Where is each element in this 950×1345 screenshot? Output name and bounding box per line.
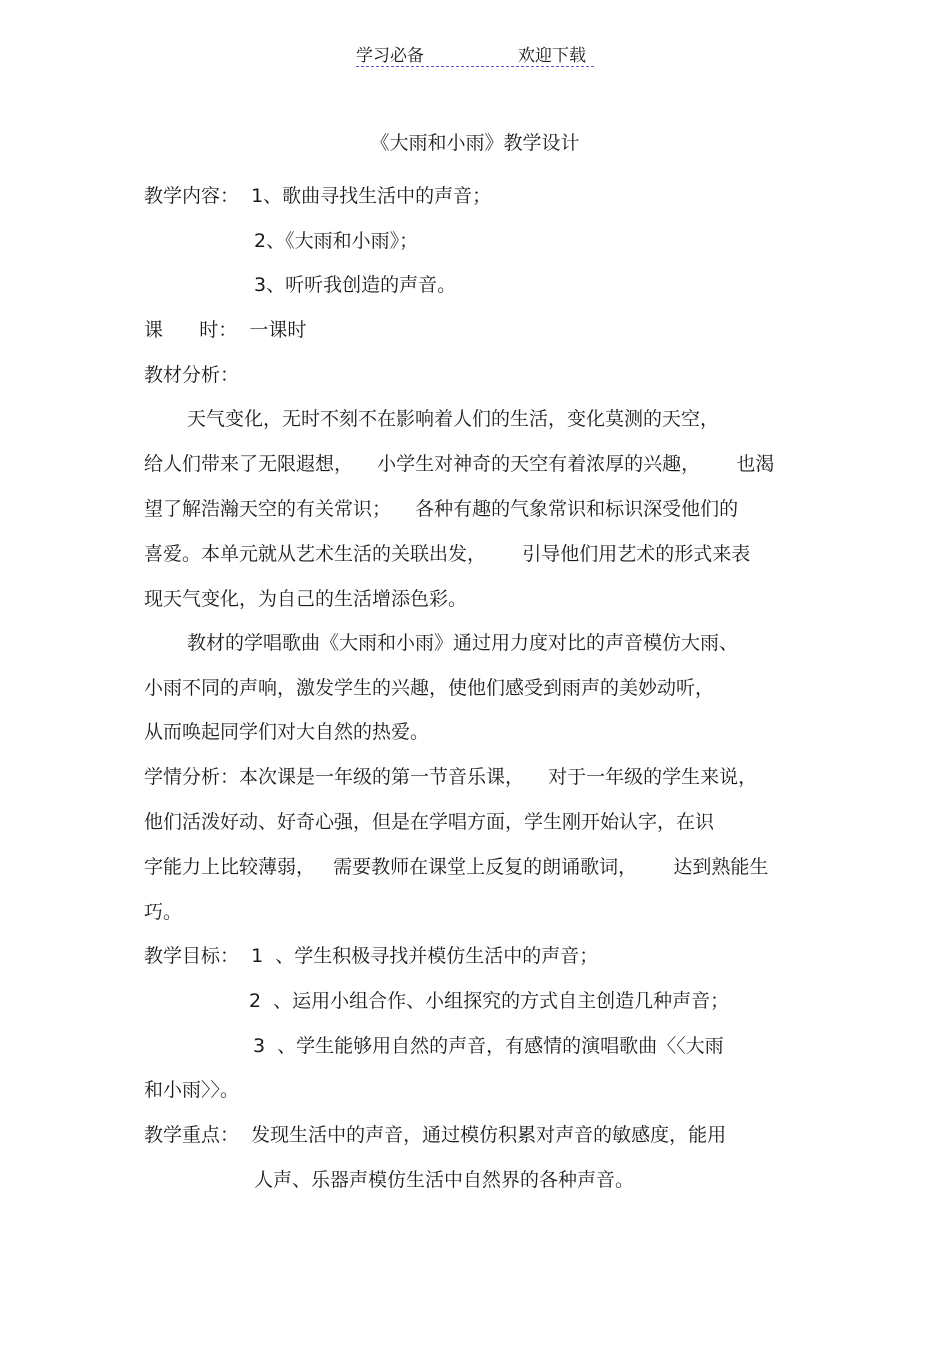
paragraph-line: 喜爱。本单元就从艺术生活的关联出发， 引导他们用艺术的形式来表 xyxy=(144,543,751,565)
paragraph-line: 巧。 xyxy=(144,901,183,923)
paragraph-line: 人声、乐器声模仿生活中自然界的各种声音。 xyxy=(254,1169,635,1191)
paragraph-line: 天气变化，无时不刻不在影响着人们的生活，变化莫测的天空， xyxy=(187,408,720,430)
material-analysis-heading: 教材分析： xyxy=(144,364,240,386)
page-header xyxy=(356,40,594,67)
paragraph-line: 小雨不同的声响，激发学生的兴趣，使他们感受到雨声的美妙动听， xyxy=(144,677,715,699)
paragraph-line: 给人们带来了无限遐想， 小学生对神奇的天空有着浓厚的兴趣， 也渴 xyxy=(144,453,775,475)
paragraph-line: 从而唤起同学们对大自然的热爱。 xyxy=(144,721,430,743)
paragraph-line: 现天气变化，为自己的生活增添色彩。 xyxy=(144,588,468,610)
paragraph-line: 字能力上比较薄弱， 需要教师在课堂上反复的朗诵歌词， 达到熟能生 xyxy=(144,856,769,878)
teaching-goal-line-3: 3 、学生能够用自然的声音，有感情的演唱歌曲〈〈大雨 xyxy=(253,1035,724,1057)
paragraph-line: 他们活泼好动、好奇心强，但是在学唱方面，学生刚开始认字，在识 xyxy=(144,811,715,833)
header-left-text: 学习必备 xyxy=(356,46,424,66)
teaching-focus-line: 教学重点： 发现生活中的声音，通过模仿积累对声音的敏感度，能用 xyxy=(144,1124,727,1146)
teaching-goal-line-1: 教学目标： 1 、学生积极寻找并模仿生活中的声音； xyxy=(144,945,599,967)
paragraph-line: 望了解浩瀚天空的有关常识； 各种有趣的气象常识和标识深受他们的 xyxy=(144,498,739,520)
paragraph-line: 和小雨〉〉。 xyxy=(144,1079,240,1101)
teaching-content-line-2: 2、《大雨和小雨》； xyxy=(254,230,419,252)
paragraph-line: 教材的学唱歌曲《大雨和小雨》通过用力度对比的声音模仿大雨、 xyxy=(187,632,739,654)
teaching-content-line-3: 3、听听我创造的声音。 xyxy=(254,274,457,296)
header-right-text: 欢迎下载 xyxy=(518,46,586,66)
teaching-goal-line-2: 2 、运用小组合作、小组探究的方式自主创造几种声音； xyxy=(249,990,730,1012)
learning-analysis-line: 学情分析：本次课是一年级的第一节音乐课， 对于一年级的学生来说， xyxy=(144,766,758,788)
document-title: 《大雨和小雨》教学设计 xyxy=(370,132,580,154)
teaching-content-line-1: 教学内容： 1、歌曲寻找生活中的声音； xyxy=(144,185,492,207)
class-hours-line: 课 时： 一课时 xyxy=(144,319,307,341)
